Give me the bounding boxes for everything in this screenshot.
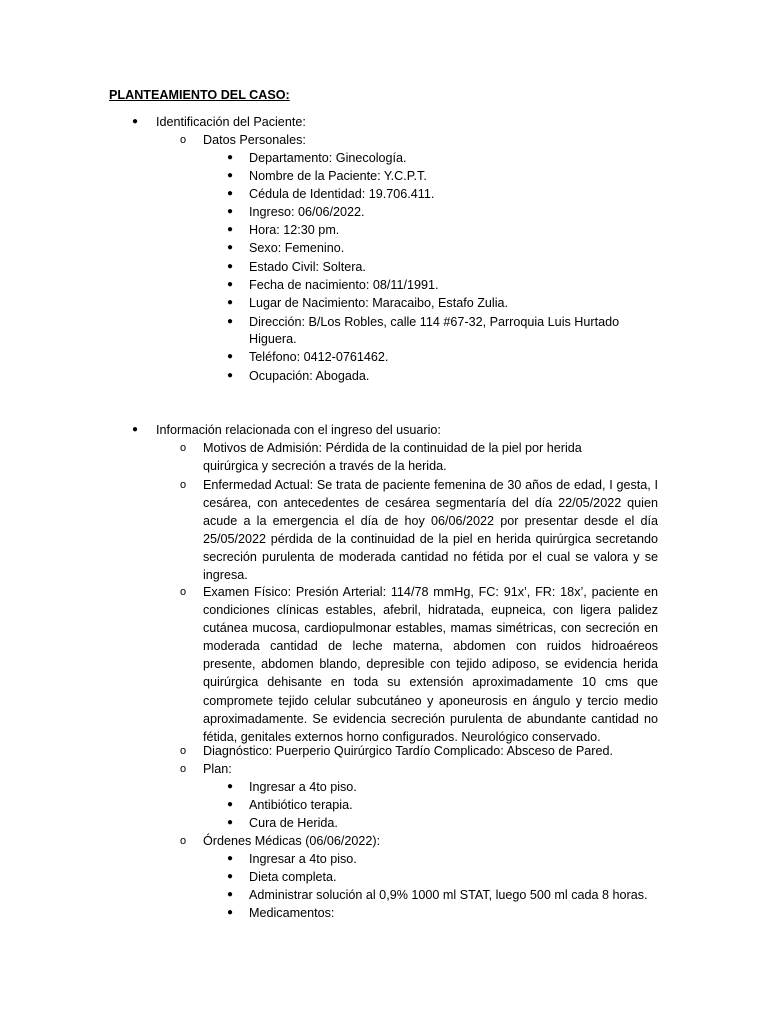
- list-item-lugar-nacimiento: Lugar de Nacimiento: Maracaibo, Estafo Zulia.: [249, 296, 509, 310]
- bullet-level3: ●: [226, 297, 234, 308]
- bullet-level3: ●: [226, 351, 234, 362]
- list-item-direccion-cont: Higuera.: [249, 332, 297, 346]
- orden-item: Administrar solución al 0,9% 1000 ml STAT, luego 500 ml cada 8 horas.: [249, 888, 648, 902]
- plan-item: Ingresar a 4to piso.: [249, 780, 357, 794]
- list-item-nombre: Nombre de la Paciente: Y.C.P.T.: [249, 169, 427, 183]
- bullet-level3: ●: [226, 907, 234, 918]
- bullet-level3: ●: [226, 370, 234, 381]
- orden-item: Dieta completa.: [249, 870, 337, 884]
- bullet-level2: o: [179, 835, 187, 847]
- bullet-level3: ●: [226, 799, 234, 810]
- bullet-level3: ●: [226, 170, 234, 181]
- section-title-identificacion: Identificación del Paciente:: [156, 115, 306, 129]
- bullet-level3: ●: [226, 261, 234, 272]
- bullet-level3: ●: [226, 871, 234, 882]
- bullet-level2: o: [179, 763, 187, 775]
- bullet-level2: o: [179, 586, 187, 598]
- list-item-ocupacion: Ocupación: Abogada.: [249, 369, 370, 383]
- bullet-level3: ●: [226, 316, 234, 327]
- subsection-plan: Plan:: [203, 762, 232, 776]
- bullet-level3: ●: [226, 242, 234, 253]
- paragraph-motivos: Motivos de Admisión: Pérdida de la continuidad de la piel por herida quirúrgica y secreción a través de la herida.: [203, 441, 582, 474]
- list-item-estado-civil: Estado Civil: Soltera.: [249, 260, 366, 274]
- bullet-level3: ●: [226, 206, 234, 217]
- bullet-level2: o: [179, 134, 187, 146]
- bullet-level3: ●: [226, 889, 234, 900]
- list-item-departamento: Departamento: Ginecología.: [249, 151, 407, 165]
- paragraph-examen-fisico: Examen Físico: Presión Arterial: 114/78 mmHg, FC: 91x’, FR: 18x’, paciente en condiciones clínicas estables, afebril, hidratada, eupneica, con ligera palidez cutánea mucosa, cardiopulmonar estables, mamas simétricas, con secreción en moderada cantidad de leche materna, abdomen con ruidos hidroaéreos presente, abdomen blando, depresible con tejido adiposo, se evidencia herida quirúrgica dehisante en toda su extensión aproximadamente 10 cms que compromete tejido celular subcutáneo y aponeurosis en ángulo y tercio medio aproximadamente. Se evidencia secreción purulenta de abundante cantidad no fétida, genitales externos horno configurados. Neurológico conservado.: [203, 585, 658, 744]
- list-item-cedula: Cédula de Identidad: 19.706.411.: [249, 187, 435, 201]
- bullet-level3: ●: [226, 853, 234, 864]
- list-item-telefono: Teléfono: 0412-0761462.: [249, 350, 389, 364]
- list-item-direccion: Dirección: B/Los Robles, calle 114 #67-32, Parroquia Luis Hurtado: [249, 315, 620, 329]
- bullet-level2: o: [179, 745, 187, 757]
- list-item-hora: Hora: 12:30 pm.: [249, 223, 340, 237]
- paragraph-diagnostico: Diagnóstico: Puerperio Quirúrgico Tardío Complicado: Absceso de Pared.: [203, 744, 613, 758]
- orden-item: Medicamentos:: [249, 906, 335, 920]
- bullet-level3: ●: [226, 152, 234, 163]
- plan-item: Cura de Herida.: [249, 816, 338, 830]
- bullet-level3: ●: [226, 224, 234, 235]
- bullet-level3: ●: [226, 188, 234, 199]
- section-title-informacion: Información relacionada con el ingreso del usuario:: [156, 423, 441, 437]
- bullet-level1: ●: [131, 116, 139, 127]
- bullet-level2: o: [179, 442, 187, 454]
- list-item-sexo: Sexo: Femenino.: [249, 241, 345, 255]
- bullet-level1: ●: [131, 424, 139, 435]
- case-heading: PLANTEAMIENTO DEL CASO:: [109, 88, 290, 102]
- bullet-level3: ●: [226, 817, 234, 828]
- bullet-level2: o: [179, 479, 187, 491]
- subsection-datos-personales: Datos Personales:: [203, 133, 306, 147]
- list-item-ingreso: Ingreso: 06/06/2022.: [249, 205, 365, 219]
- list-item-fecha-nacimiento: Fecha de nacimiento: 08/11/1991.: [249, 278, 439, 292]
- plan-item: Antibiótico terapia.: [249, 798, 353, 812]
- bullet-level3: ●: [226, 279, 234, 290]
- bullet-level3: ●: [226, 781, 234, 792]
- orden-item: Ingresar a 4to piso.: [249, 852, 357, 866]
- paragraph-enfermedad-actual: Enfermedad Actual: Se trata de paciente femenina de 30 años de edad, I gesta, I cesárea, con antecedentes de cesárea segmentaría del día 22/05/2022 quien acude a la emergencia el día de hoy 06/06/2022 por presentar desde el día 25/05/2022 pérdida de la continuidad de la piel en herida quirúrgica secretando secreción purulenta de moderada cantidad no fétida por el cual se valora y se ingresa.: [203, 478, 658, 583]
- subsection-ordenes-medicas: Órdenes Médicas (06/06/2022):: [203, 834, 381, 848]
